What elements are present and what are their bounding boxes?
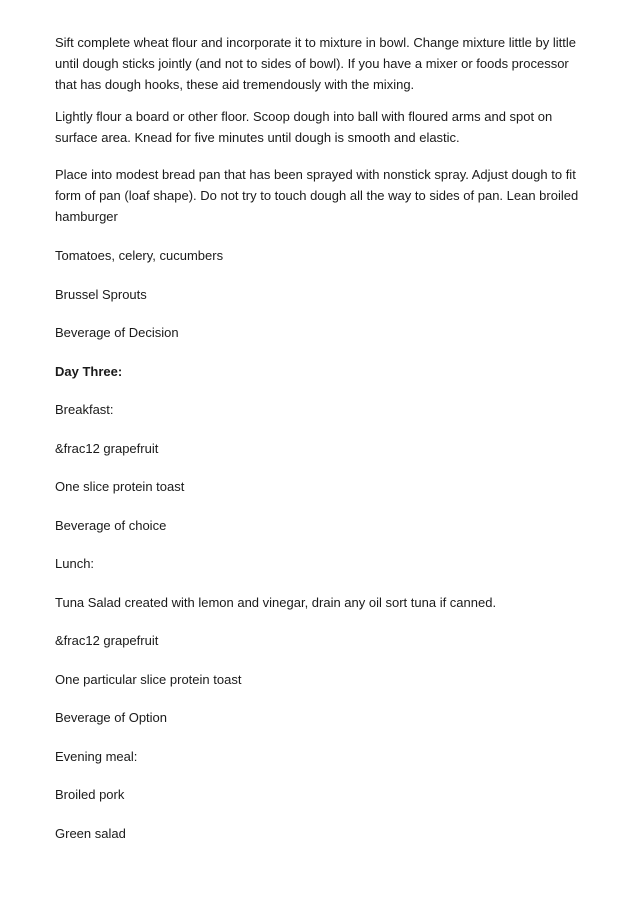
paragraph-line: Sift complete wheat flour and incorporate it to mixture in bowl. Change mixture little by little [55, 35, 576, 50]
list-item: Broiled pork [55, 787, 125, 802]
list-item: Brussel Sprouts [55, 287, 147, 302]
paragraph-line: Place into modest bread pan that has been sprayed with nonstick spray. Adjust dough to fit [55, 167, 576, 182]
list-item: One particular slice protein toast [55, 672, 242, 687]
list-item: Beverage of Option [55, 710, 168, 725]
paragraph-line: Lightly flour a board or other floor. Scoop dough into ball with floured arms and spot on [55, 109, 553, 124]
list-item: Green salad [55, 826, 126, 841]
paragraph-line: form of pan (loaf shape). Do not try to touch dough all the way to sides of pan. Lean broiled [55, 188, 579, 203]
list-item: Beverage of choice [55, 518, 167, 533]
list-item: &frac12 grapefruit [55, 441, 159, 456]
meal-label-breakfast: Breakfast: [55, 402, 114, 417]
paragraph-knead-dough [55, 106, 552, 148]
paragraph-line: that has dough hooks, these aid tremendously with the mixing. [55, 77, 415, 92]
paragraph-line: until dough sticks jointly (and not to sides of bowl). If you have a mixer or foods processor [55, 56, 569, 71]
paragraph-line: hamburger [55, 209, 118, 224]
list-item: Tuna Salad created with lemon and vinegar, drain any oil sort tuna if canned. [55, 595, 497, 610]
day-heading: Day Three: [55, 364, 123, 379]
list-item: Tomatoes, celery, cucumbers [55, 248, 224, 263]
paragraph-sift-flour [55, 32, 576, 95]
list-item: Beverage of Decision [55, 325, 179, 340]
list-item: One slice protein toast [55, 479, 185, 494]
paragraph-bread-pan [55, 164, 578, 227]
list-item: &frac12 grapefruit [55, 633, 159, 648]
meal-label-lunch: Lunch: [55, 556, 95, 571]
paragraph-line: surface area. Knead for five minutes until dough is smooth and elastic. [55, 130, 460, 145]
meal-label-evening: Evening meal: [55, 749, 138, 764]
